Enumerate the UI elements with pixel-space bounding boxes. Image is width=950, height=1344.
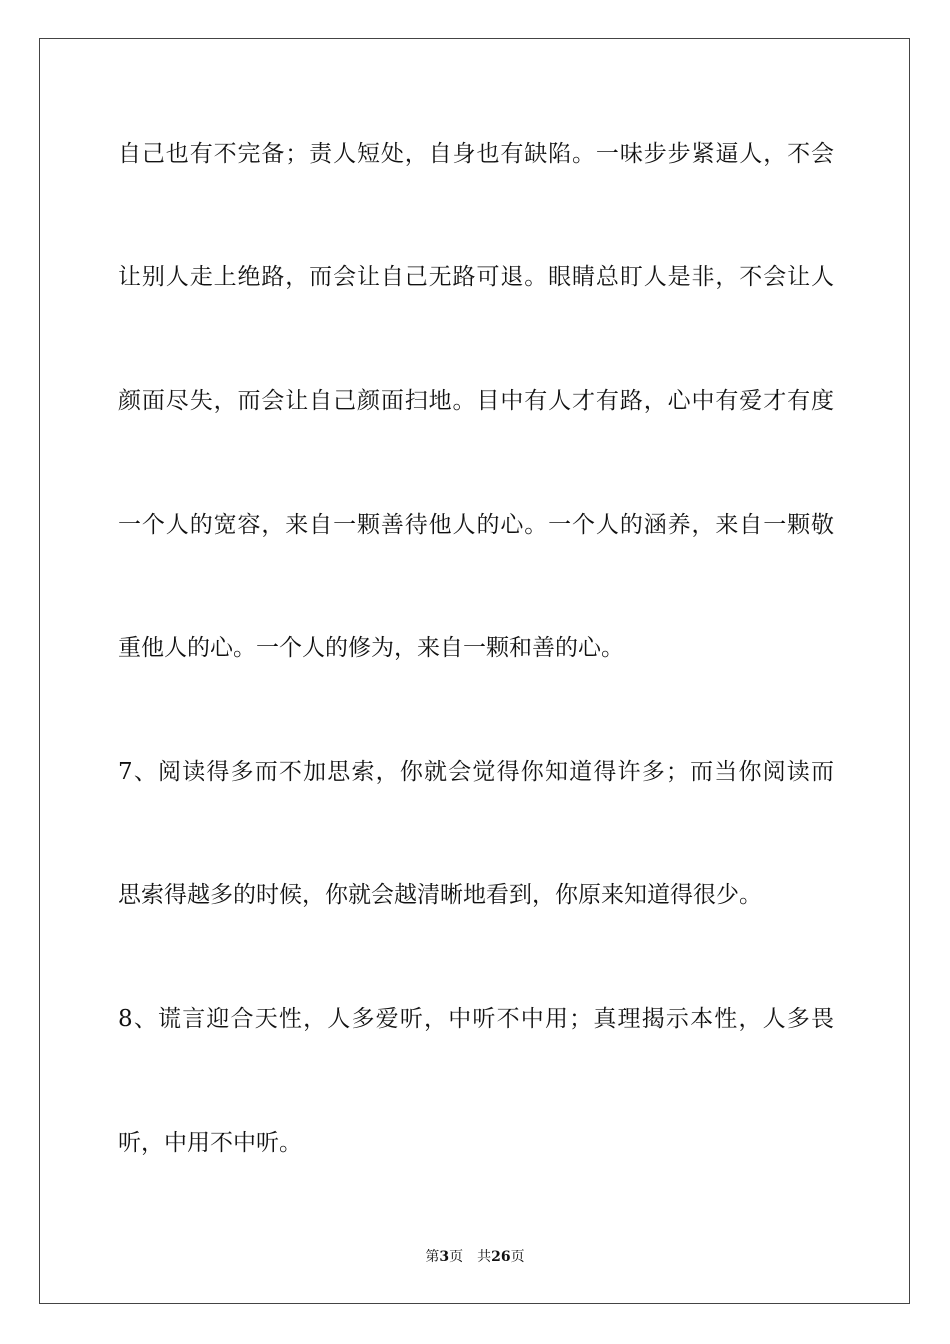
page-border: [39, 38, 910, 1304]
text-line-7: 思索得越多的时候，你就会越清晰地看到，你原来知道得很少。: [118, 882, 762, 908]
footer-total-prefix: 共: [477, 1249, 492, 1265]
footer-page-suffix: 页: [449, 1249, 464, 1265]
text-line-2: 让别人走上绝路，而会让自己无路可退。眼睛总盯人是非，不会让人: [118, 264, 834, 290]
text-line-9: 听，中用不中听。: [118, 1130, 302, 1156]
text-line-5: 重他人的心。一个人的修为，来自一颗和善的心。: [118, 635, 624, 661]
footer-prefix: 第: [425, 1249, 440, 1265]
text-line-4: 一个人的宽容，来自一颗善待他人的心。一个人的涵养，来自一颗敬: [118, 512, 834, 538]
footer-total-suffix: 页: [510, 1249, 525, 1265]
total-pages-number: 26: [491, 1249, 511, 1265]
text-line-3: 颜面尽失，而会让自己颜面扫地。目中有人才有路，心中有爱才有度: [118, 388, 834, 414]
text-line-6: 7、阅读得多而不加思索，你就会觉得你知道得许多；而当你阅读而: [118, 759, 834, 785]
text-line-1: 自己也有不完备；责人短处，自身也有缺陷。一味步步紧逼人，不会: [118, 141, 834, 167]
current-page-number: 3: [439, 1249, 450, 1265]
page-footer: [0, 1248, 950, 1266]
text-line-8: 8、谎言迎合天性，人多爱听，中听不中用；真理揭示本性，人多畏: [118, 1006, 834, 1032]
